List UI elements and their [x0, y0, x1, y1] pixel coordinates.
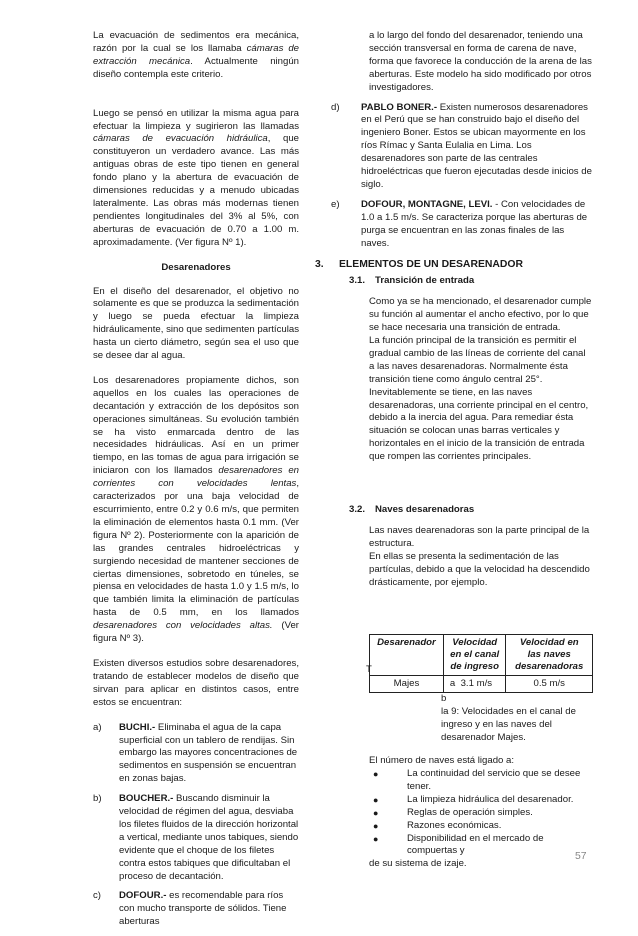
list-item	[331, 199, 593, 251]
bullet-item	[369, 768, 593, 794]
naves-text	[331, 525, 593, 590]
bullet-item	[369, 820, 593, 833]
list-item	[93, 793, 299, 883]
table-block	[331, 634, 593, 746]
cell-fragment: a	[449, 677, 456, 689]
list-marker: b)	[93, 793, 102, 805]
list-marker: d)	[331, 101, 340, 113]
subsection-number: 3.1.	[349, 275, 366, 287]
list-marker: a)	[93, 721, 102, 733]
paragraph: Existen diversos estudios sobre desarenadores, tratando de establecer modelos de diseño que sirvan para aplicar en distintos casos, entre estos se encuentran:	[93, 657, 299, 708]
bullet-item	[369, 807, 593, 820]
text: La evacuación de sedimentos era mecánica, razón por la cual se los llamaba	[93, 30, 299, 54]
text: (Ver figura Nº 3).	[93, 620, 299, 645]
table-caption	[441, 693, 601, 745]
section-heading-text: ELEMENTOS DE UN DESARENADOR	[339, 258, 523, 270]
cell-value: 3.1 m/s	[460, 677, 493, 689]
list-item	[93, 890, 299, 929]
paragraph: La función principal de la transición es permitir el gradual cambio de las líneas de corriente del canal a las naves desarenadoras. Normalmente ésta transición tiene como ángulo central 25°.	[369, 335, 586, 385]
list-item	[93, 722, 299, 787]
bullet-text: Disponibilidad en el mercado de compuertas y	[407, 832, 544, 857]
right-column	[315, 30, 593, 871]
caption-text: la 9: Velocidades en el canal de ingreso y en las naves del desarenador Majes.	[441, 706, 576, 744]
text: Luego se pensó en utilizar la misma agua para efectuar la limpieza y sugirieron las llamadas	[93, 107, 299, 132]
text: Los desarenadores propiamente dichos, son aquellos en los cuales las operaciones de decantación y extracción de los depósitos son operaciones simultáneas. Su evolución también se ha visto enmarcada dentro de las necesidades hidráulicas. Así en un primer tiempo, en las tomas de agua para irrigación se iniciaron con los llamados	[93, 374, 299, 477]
item-name: BOUCHER.-	[119, 793, 174, 805]
bullet-icon: ●	[373, 807, 379, 818]
bullet-text: La limpieza hidráulica del desarenador.	[407, 793, 574, 805]
paragraph: En el diseño del desarenador, el objetivo no solamente es que se produzca la sedimentación y luego se pueda efectuar la limpieza hidráulicamente, sino que sedimenten partículas hasta un cierto diámetro, según sea el uso que se desee dar al agua.	[93, 285, 299, 362]
item-text: Existen numerosos desarenadores en el Perú que se han construido bajo el diseño del ingeniero Boner. Estos se ubican mayormente en los ríos Rímac y Santa Eulalia en Lima. Los desarenadores son parte de las centrales hidroeléctricas que fueron ejecutadas desde inicios de siglo.	[361, 101, 592, 190]
item-name: PABLO BONER.-	[361, 101, 438, 113]
emphasis: desarenadores en corrientes con velocidades lentas	[93, 465, 299, 490]
item-name: BUCHI.-	[119, 721, 156, 733]
page-number: 57	[575, 851, 587, 862]
list-item	[331, 102, 593, 192]
bullet-item	[369, 833, 593, 859]
bullet-text: Reglas de operación simples.	[407, 806, 533, 818]
caption-fragment: b	[441, 693, 447, 705]
naves-count-intro	[331, 755, 593, 768]
paragraph	[93, 108, 299, 250]
table-header-row	[370, 634, 593, 675]
subsection-heading-text: Naves desarenadoras	[375, 504, 475, 516]
paragraph	[93, 30, 299, 82]
paragraph: de su sistema de izaje.	[369, 858, 467, 870]
text: . Actualmente ningún diseño contempla este criterio.	[93, 55, 300, 80]
emphasis: cámaras de extracción mecánica	[93, 42, 300, 67]
subsection-number: 3.2.	[349, 504, 366, 516]
emphasis: desarenadores con velocidades altas.	[93, 620, 273, 632]
bullet-icon: ●	[373, 794, 379, 805]
section-heading	[315, 259, 593, 272]
item-text: - Con velocidades de 1.0 a 1.5 m/s. Se caracteriza porque las aberturas de purga se encuentran en las zonas finales de las naves.	[361, 198, 588, 249]
bullet-text: Razones económicas.	[407, 819, 502, 831]
paragraph: Las naves dearenadoras son la parte principal de la estructura.	[369, 525, 590, 549]
column-header: Velocidad en las naves desarenadoras	[506, 634, 593, 675]
item-text: Buscando disminuir la velocidad de régimen del agua, desviaba los filetes fluidos de la dirección horizontal a vertical, mediante unos tabiques, siendo evidente que el choque de los filetes contra estos tabiques que dificultaban el proceso de decantación.	[119, 793, 299, 882]
stray-letter: T	[366, 663, 372, 675]
paragraph: Como ya se ha mencionado, el desarenador cumple su función al aumentar el ancho efectivo, por lo que se hace necesaria una transición de entrada.	[369, 296, 592, 334]
list-marker: e)	[331, 198, 340, 210]
subsection-heading	[349, 504, 593, 517]
subsection-heading	[349, 275, 593, 288]
table-row	[370, 675, 593, 693]
table-cell	[443, 675, 506, 693]
bullet-icon: ●	[373, 833, 379, 844]
column-header: Velocidad en el canal de ingreso	[443, 634, 506, 675]
text: , que constituyeron un verdadero avance. Las más antiguas obras de este tipo tienen en general fondo plano y la abertura de evacuación de dimensiones reducidas y a menudo ubicadas lateralmente. Las obras más modernas tienen pendientes longitudinales del 3% al 5%, con aberturas de evacuación de 0.70 a 1.00 m. aproximadamente. (Ver figura Nº 1).	[93, 133, 299, 248]
text: , caracterizados por una baja velocidad de escurrimiento, entre 0.2 y 0.6 m/s, que permiten la eliminación de elementos hasta 0.1 mm. (Ver figura Nº 2). Posteriormente con la aparición de las grandes centrales hidroeléctricas y surgiendo necesidad de mantener secciones de ciertas dimensiones, sobretodo en túneles, se piensa en velocidades de hasta 1.0 y 1.5 m/s, lo que también limita la eliminación de partículas hasta de 0.5 mm, en los llamados	[93, 478, 299, 619]
item-text: es recomendable para ríos con mucho transporte de sólidos. Tiene aberturas	[119, 890, 287, 928]
item-name: DOFOUR.-	[119, 890, 167, 902]
paragraph: En ellas se presenta la sedimentación de las partículas, debido a que la velocidad ha descendido drásticamente, por ejemplo.	[369, 550, 590, 588]
section-title: Desarenadores	[161, 261, 231, 273]
bullet-item	[369, 794, 593, 807]
velocity-table	[369, 634, 593, 694]
paragraph: El número de naves está ligado a:	[369, 755, 515, 767]
column-header: Desarenador	[370, 634, 444, 675]
subsection-heading-text: Transición de entrada	[375, 275, 475, 287]
item-text: Eliminaba el agua de la capa superficial con un tablero de rendijas. Sin embargo las mayores concentraciones de sedimentos en suspensión se encuentran en zonas bajas.	[119, 721, 298, 785]
paragraph	[93, 375, 299, 646]
bullet-icon: ●	[373, 768, 379, 779]
table-cell: 0.5 m/s	[506, 675, 593, 693]
item-name: DOFOUR, MONTAGNE, LEVI.	[361, 198, 493, 210]
list-marker: c)	[93, 890, 101, 902]
section-number: 3.	[315, 258, 324, 270]
bullet-continuation	[331, 858, 593, 871]
list-item-continuation: a lo largo del fondo del desarenador, teniendo una sección transversal en forma de carena de nave, forma que favorece la conducción de la arena de las aberturas. Este modelo ha sido modificado por otros investigadores.	[369, 30, 592, 93]
table-cell: Majes	[370, 675, 444, 693]
left-column	[93, 30, 299, 936]
transition-text	[331, 296, 593, 464]
bullet-text: La continuidad del servicio que se desee tener.	[407, 767, 581, 792]
paragraph: Inevitablemente se tiene, en las naves desarenadoras, una corriente principal en el centro, debido a la inercia del agua. Para remediar ésta situación se colocan unas barras verticales y horizontales en el inicio de la transición de entrada que rompen las corrientes principales.	[369, 386, 589, 463]
emphasis: cámaras de evacuación hidráulica	[93, 133, 268, 145]
bullet-icon: ●	[373, 820, 379, 831]
